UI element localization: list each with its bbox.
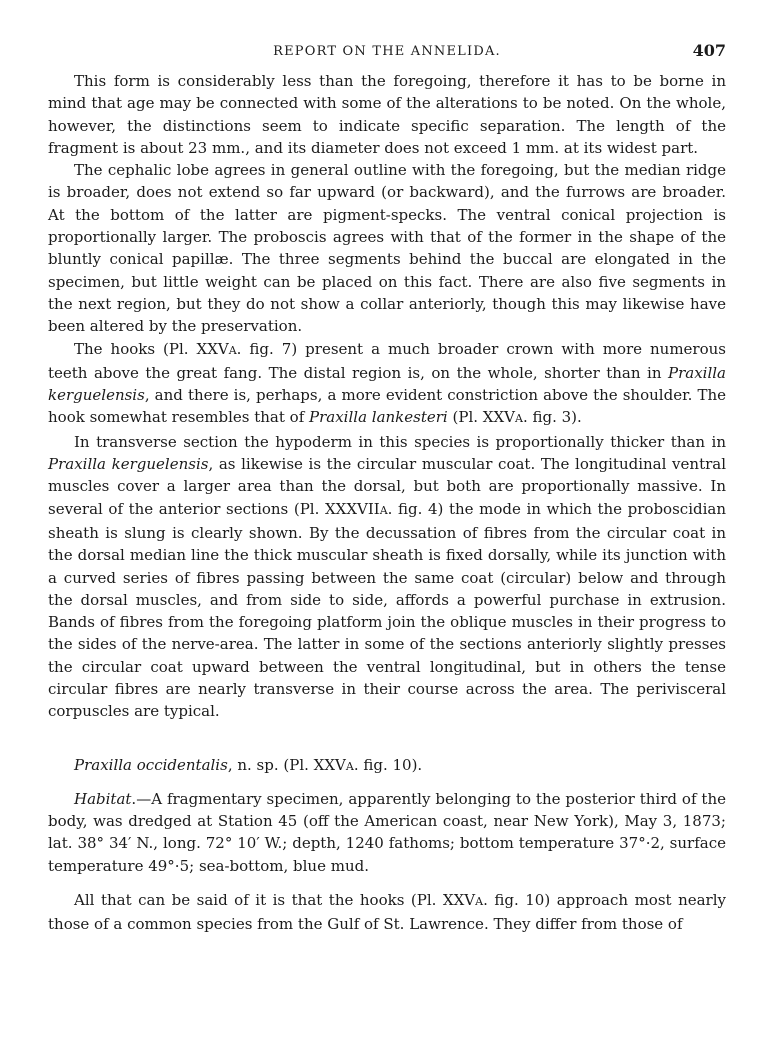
species-name: Praxilla occidentalis — [74, 755, 228, 774]
species-name: Praxilla kerguelensis — [48, 363, 726, 405]
text-run: All that can be said of it is that the hooks (Pl. XXV — [74, 890, 476, 909]
paragraph-hooks — [48, 338, 726, 431]
species-name: Praxilla kerguelensis — [48, 455, 209, 474]
plate-suffix: A — [514, 412, 523, 426]
plate-suffix: A — [228, 343, 237, 357]
paragraph-size-comparison: This form is considerably less than the foregoing, therefore it has to be borne in mind that age may be connected with some of the alterations to be noted. On the whole, however, the distinctions seem to indicate specific separation. The length of the fragment is about 23 mm., and its diameter does not exceed 1 mm. at its widest part. — [48, 72, 726, 157]
paragraph-habitat — [48, 788, 726, 877]
habitat-label: Habitat — [74, 789, 132, 808]
species-name: Praxilla lankesteri — [309, 408, 448, 427]
page-number: 407 — [692, 41, 726, 60]
page-header — [48, 41, 726, 70]
text-run: .—A fragmentary specimen, apparently belonging to the posterior third of the body, was dredged at Station 45 (off the American coast, near New York), May 3, 1873; lat. 38° 34′ N., long. 72° 10′ W.; depth, 1240 fathoms; bottom temperature 37°·2, surface temperature 49°·5; sea-bottom, blue mud. — [48, 789, 726, 875]
paragraph-cephalic-lobe: The cephalic lobe agrees in general outline with the foregoing, but the median ridge is broader, does not extend so far upward (or backward), and the furrows are broader. At the bottom of the latter are pigment-specks. The ventral conical projection is proportionally larger. The proboscis agrees with that of the former in the shape of the bluntly conical papillæ. The three segments behind the buccal are elongated in the specimen, but little weight can be placed on this fact. There are also five segments in the next region, but they do not show a collar anteriorly, though this may likewise have been altered by the preservation. — [48, 161, 726, 336]
plate-suffix: A — [345, 759, 354, 773]
plate-suffix: A — [379, 503, 388, 517]
text-run: , n. sp. (Pl. XXV — [227, 755, 346, 774]
text-run: , and there is, perhaps, a more evident constriction above the shoulder. The hook somewhat resembles that of — [48, 386, 726, 427]
species-heading — [48, 754, 726, 778]
page — [48, 41, 727, 935]
running-title: REPORT ON THE ANNELIDA. — [273, 44, 501, 59]
text-run: . fig. 4) the mode in which the proboscidian sheath is slung is clearly shown. By the decussation of fibres from the circular coat in the dorsal median line the thick muscular sheath is fixed dorsally, while its junction with a curved series of fibres passing between the same coat (circular) below and through the dorsal muscles, and from side to side, affords a powerful purchase in extrusion. Bands of fibres from the foregoing platform join the oblique muscles in their progress to the sides of the nerve-area. The latter in some of the sections anteriorly slightly presses the circular coat upward between the ventral longitudinal, but in others the tense circular fibres are nearly transverse in their course across the area. The perivisceral corpuscles are typical. — [48, 499, 726, 721]
text-run: , as likewise is the circular muscular coat. The longitudinal ventral muscles cover a larger area than the dorsal, but both are proportionally massive. In several of the anterior sections (Pl. XXXVII — [48, 455, 727, 518]
plate-suffix: A — [475, 894, 484, 908]
text-run: . fig. 10) approach most nearly those of a common species from the Gulf of St. Lawrence. They differ from those of — [48, 890, 726, 934]
text-run: In transverse section the hypoderm in this species is proportionally thicker than in — [74, 432, 726, 451]
paragraph-hook-comparison — [48, 889, 726, 936]
text-run: . fig. 3). — [522, 408, 582, 427]
text-run: . fig. 7) present a much broader crown with more numerous teeth above the great fang. The distal region is, on the whole, shorter than in — [48, 339, 726, 382]
text-run: (Pl. XXV — [447, 408, 515, 427]
text-run: The hooks (Pl. XXV — [74, 339, 229, 358]
paragraph-transverse-section — [48, 431, 726, 723]
text-run: . fig. 10). — [353, 755, 423, 774]
